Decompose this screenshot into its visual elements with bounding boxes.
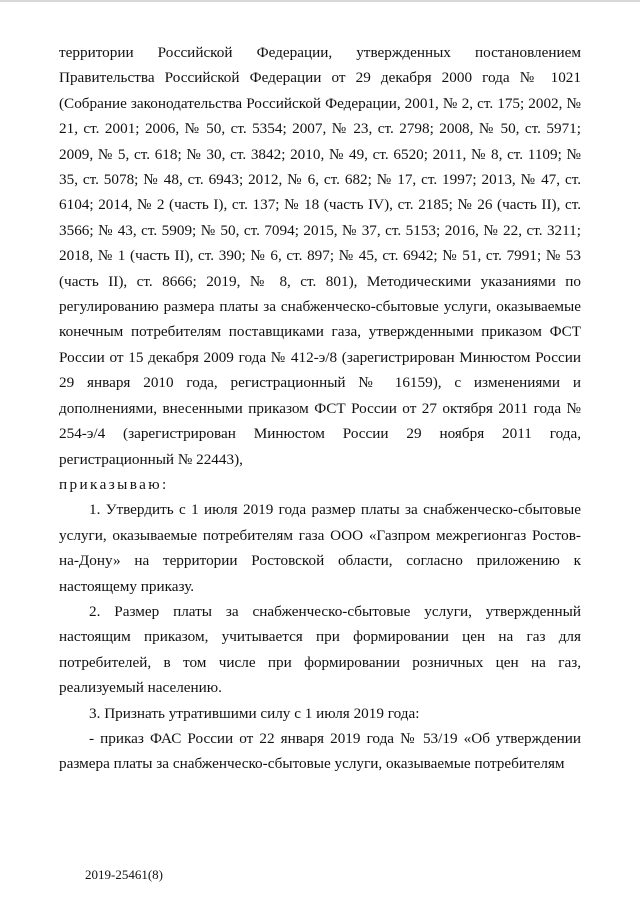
top-border-line xyxy=(0,0,640,2)
paragraph-item-1: 1. Утвердить с 1 июля 2019 года размер платы за снабженческо-сбытовые услуги, оказываемые потребителям газа ООО «Газпром межрегионгаз Ростов-на-Дону» на территории Ростовской области, согласно приложению к настоящему приказу. xyxy=(59,501,581,595)
paragraph-order-word: приказываю: xyxy=(59,475,169,493)
paragraph-item-3: 3. Признать утратившими силу с 1 июля 2019 года: xyxy=(89,704,420,722)
paragraph-legal-references: территории Российской Федерации, утвержденных постановлением Правительства Российской Федерации от 29 декабря 2000 года № 1021 (Собрание законодательства Российской Федерации, 2001, № 2, ст. 175; 2002, № 21, ст. 2001; 2006, № 50, ст. 5354; 2007, № 23, ст. 2798; 2008, № 50, ст. 5971; 2009, № 5, ст. 618; № 30, ст. 3842; 2010, № 49, ст. 6520; 2011, № 8, ст. 1109; № 35, ст. 5078; № 48, ст. 6943; 2012, № 6, ст. 682; № 17, ст. 1997; 2013, № 47, ст. 6104; 2014, № 2 (часть I), ст. 137; № 18 (часть IV), ст. 2185; № 26 (часть II), ст. 3566; № 43, ст. 5909; № 50, ст. 7094; 2015, № 37, ст. 5153; 2016, № 22, ст. 3211; 2018, № 1 (часть II), ст. 390; № 6, ст. 897; № 45, ст. 6942; № 51, ст. 7991; № 53 (часть II), ст. 8666; 2019, № 8, ст. 801), Методическими указаниями по регулированию размера платы за снабженческо-сбытовые услуги, оказываемые конечным потребителям поставщиками газа, утвержденными приказом ФСТ России от 15 декабря 2009 года № 412-э/8 (зарегистрирован Минюстом России 29 января 2010 года, регистрационный № 16159), с изменениями и дополнениями, внесенными приказом ФСТ России от 27 октября 2011 года № 254-э/4 (зарегистрирован Минюстом России 29 ноября 2011 года, регистрационный № 22443), xyxy=(59,44,581,468)
paragraph-item-2: 2. Размер платы за снабженческо-сбытовые услуги, утвержденный настоящим приказом, учитывается при формировании цен на газ для потребителей, в том числе при формировании розничных цен на газ, реализуемый населению. xyxy=(59,602,581,697)
document-footer-code: 2019-25461(8) xyxy=(85,867,163,882)
document-body xyxy=(59,40,581,777)
paragraph-item-3-sub-1: - приказ ФАС России от 22 января 2019 года № 53/19 «Об утверждении размера платы за снабженческо-сбытовые услуги, оказываемые потребителям xyxy=(59,729,581,773)
